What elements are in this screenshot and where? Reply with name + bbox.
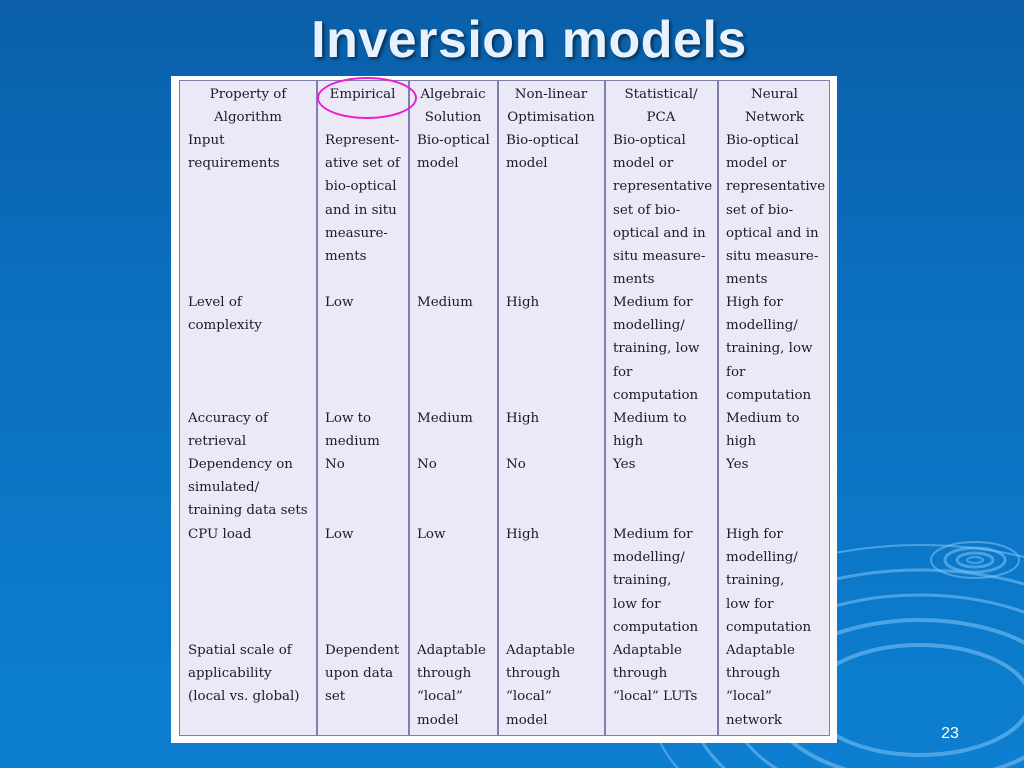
page-number: 23 (941, 725, 959, 742)
header-nonlinear: Non-linear Optimisation (507, 87, 595, 126)
row-property: Accuracy of retrieval (188, 411, 269, 450)
table-cell: Yes (613, 457, 636, 472)
row-property: Spatial scale of applicability (local vs. global) (188, 643, 300, 705)
table-cell: Yes (726, 457, 749, 472)
table-cell: Represent- ative set of bio-optical and in situ measure- ments (325, 133, 400, 265)
row-property: CPU load (188, 527, 252, 542)
table-cell: High for modelling/ training, low for computation (726, 527, 812, 635)
header-statistical: Statistical/ PCA (624, 87, 698, 126)
header-neural: Neural Network (744, 87, 805, 126)
table-cell: Low (325, 527, 354, 542)
table-cell: Adaptable through “local” model (417, 643, 486, 728)
table-cell: Bio-optical model or representative set of bio- optical and in situ measure- ments (613, 133, 713, 288)
table-cell: High (506, 527, 540, 542)
table-cell: Medium to high (726, 411, 800, 450)
column-divider (717, 81, 719, 735)
table-cell: Medium (417, 411, 473, 426)
table-cell: Low to medium (325, 411, 380, 450)
column-divider (408, 81, 410, 735)
comparison-table (179, 80, 830, 736)
row-property: Input requirements (188, 133, 280, 172)
table-cell: Medium to high (613, 411, 687, 450)
table-cell: Adaptable through “local” network (726, 643, 795, 728)
column-divider (497, 81, 499, 735)
table-cell: High (506, 295, 540, 310)
empirical-highlight-circle (317, 77, 417, 119)
table-cell: Adaptable through “local” LUTs (613, 643, 698, 705)
column-divider (604, 81, 606, 735)
table-cell: High (506, 411, 540, 426)
table-cell: Low (325, 295, 354, 310)
table-cell: Bio-optical model or representative set of bio- optical and in situ measure- ments (726, 133, 826, 288)
table-cell: Bio-optical model (417, 133, 490, 172)
table-cell: Medium (417, 295, 473, 310)
header-empirical: Empirical (329, 87, 396, 102)
table-cell: Adaptable through “local” model (506, 643, 575, 728)
table-cell: Bio-optical model (506, 133, 579, 172)
table-cell: Medium for modelling/ training, low for computation (613, 527, 699, 635)
table-cell: No (506, 457, 526, 472)
table-cell: High for modelling/ training, low for computation (726, 295, 813, 403)
table-cell: No (417, 457, 437, 472)
table-cell: Low (417, 527, 446, 542)
row-property: Dependency on simulated/ training data sets (188, 457, 308, 519)
row-property: Level of complexity (188, 295, 262, 334)
column-divider (316, 81, 318, 735)
table-cell: Dependent upon data set (325, 643, 400, 705)
header-algebraic: Algebraic Solution (420, 87, 486, 126)
table-cell: No (325, 457, 345, 472)
slide-title: Inversion models (311, 11, 747, 69)
table-image (171, 76, 837, 743)
table-cell: Medium for modelling/ training, low for computation (613, 295, 700, 403)
header-property: Property of Algorithm (209, 87, 287, 126)
